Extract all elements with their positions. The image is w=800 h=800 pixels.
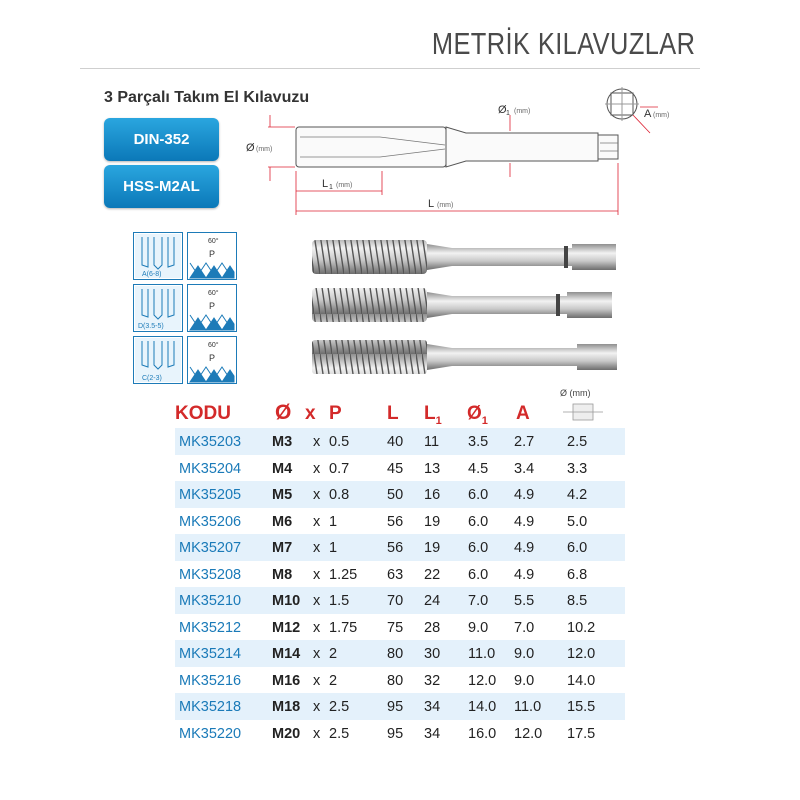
- col-l1: [424, 403, 442, 427]
- tap-shank: [446, 127, 598, 167]
- square-size: 7.0: [514, 619, 535, 636]
- thread-pitch: 1.5: [329, 593, 350, 609]
- thread-pitch: 2.5: [329, 725, 350, 742]
- table-row: [175, 693, 625, 720]
- separator-x: x: [313, 672, 321, 689]
- thread-length: 32: [424, 672, 441, 689]
- separator-x: x: [313, 540, 321, 556]
- thread-size: M10: [272, 593, 301, 609]
- product-code: MK35208: [179, 566, 242, 583]
- col-diameter: Ø: [275, 401, 292, 424]
- tap-photo-taper: [312, 240, 616, 274]
- drill-diameter: 3.3: [567, 460, 588, 477]
- drill-hole-icon: [559, 400, 607, 424]
- thread-pitch: 0.8: [329, 487, 350, 503]
- shank-diameter: 6.0: [468, 487, 489, 503]
- chamfer-icon-plug: [133, 284, 183, 332]
- total-length: 70: [387, 593, 404, 609]
- thread-length: 19: [424, 540, 441, 556]
- thread-size: M20: [272, 725, 301, 742]
- total-length: 95: [387, 725, 404, 742]
- angle-label: 60°: [208, 290, 219, 297]
- thread-pitch: 2: [329, 672, 338, 689]
- thread-angle-icon: [187, 232, 237, 280]
- a-label: A: [644, 108, 652, 120]
- angle-label: 60°: [208, 238, 219, 245]
- shank-diameter: 9.0: [468, 619, 489, 636]
- separator-x: x: [313, 566, 321, 583]
- table-row: [175, 667, 625, 694]
- total-length: 45: [387, 460, 404, 477]
- chamfer-label: A(6-8): [142, 271, 162, 278]
- thread-angle-icon: [187, 284, 237, 332]
- separator-x: x: [313, 487, 321, 503]
- thread-size: M8: [272, 566, 293, 583]
- thread-size: M12: [272, 619, 301, 636]
- shank-diameter: 4.5: [468, 460, 489, 477]
- angle-label: 60°: [208, 342, 219, 349]
- drill-diameter: 6.0: [567, 540, 588, 556]
- thread-pitch: 0.7: [329, 460, 350, 477]
- table-row: [175, 640, 625, 667]
- chamfer-icon-taper: [133, 232, 183, 280]
- col-drill-diameter: Ø (mm): [560, 388, 591, 398]
- separator-x: x: [313, 434, 321, 450]
- shank-diameter: 14.0: [468, 699, 497, 715]
- col-d1: [467, 403, 488, 427]
- shank-diameter: 16.0: [468, 725, 497, 742]
- drill-diameter: 6.8: [567, 566, 588, 583]
- product-code: MK35210: [179, 593, 242, 609]
- thread-pitch: 0.5: [329, 434, 350, 450]
- l1-sub: 1: [329, 184, 333, 191]
- square-size: 9.0: [514, 646, 535, 662]
- square-size: 2.7: [514, 434, 535, 450]
- pitch-label: P: [209, 249, 216, 259]
- total-length: 75: [387, 619, 404, 636]
- table-body: [175, 428, 625, 746]
- square-size: 3.4: [514, 460, 535, 477]
- drill-diameter: 17.5: [567, 725, 596, 742]
- shank-diameter: 12.0: [468, 672, 497, 689]
- chamfer-icon-bottoming: [133, 336, 183, 384]
- total-length: 56: [387, 513, 404, 530]
- table-row: [175, 587, 625, 614]
- thread-angle-icon: [187, 336, 237, 384]
- pitch-label: P: [209, 353, 216, 363]
- diameter-unit: (mm): [256, 146, 273, 153]
- thread-length: 28: [424, 619, 441, 636]
- col-d1-label: Ø: [467, 403, 482, 424]
- product-code: MK35205: [179, 487, 242, 503]
- thread-length: 22: [424, 566, 441, 583]
- page-title: METRİK KILAVUZLAR: [431, 26, 695, 61]
- total-length: 80: [387, 672, 404, 689]
- tap-photo-plug: [312, 288, 612, 322]
- total-length: 63: [387, 566, 404, 583]
- total-length: 50: [387, 487, 404, 503]
- separator-x: x: [313, 725, 321, 742]
- thread-length: 24: [424, 593, 441, 609]
- chamfer-label: D(3.5-5): [138, 323, 164, 330]
- drill-diameter: 5.0: [567, 513, 588, 530]
- square-size: 4.9: [514, 566, 535, 583]
- separator-x: x: [313, 699, 321, 715]
- separator-x: x: [313, 646, 321, 662]
- a-unit: (mm): [653, 112, 670, 119]
- drill-diameter: 14.0: [567, 672, 596, 689]
- product-code: MK35218: [179, 699, 242, 715]
- thread-length: 16: [424, 487, 441, 503]
- tap-spec-table: [175, 388, 625, 746]
- table-row: [175, 481, 625, 508]
- tap-photo-bottoming: [312, 340, 617, 374]
- separator-x: x: [313, 593, 321, 609]
- total-length: 40: [387, 434, 404, 450]
- chamfer-label: C(2-3): [142, 375, 162, 382]
- shank-diameter: 6.0: [468, 513, 489, 530]
- thread-length: 34: [424, 699, 441, 715]
- thread-size: M6: [272, 513, 293, 530]
- product-code: MK35206: [179, 513, 242, 530]
- product-code: MK35204: [179, 460, 242, 477]
- thread-pitch: 1: [329, 540, 338, 556]
- drill-diameter: 8.5: [567, 593, 588, 609]
- col-d1-sub: 1: [481, 414, 488, 427]
- thread-pitch: 2.5: [329, 699, 350, 715]
- thread-length: 19: [424, 513, 441, 530]
- separator-x: x: [313, 460, 321, 477]
- tap-technical-drawing: [240, 85, 700, 225]
- l1-label: L: [322, 178, 329, 190]
- thread-size: M3: [272, 434, 293, 450]
- tap-photos: [302, 234, 622, 384]
- separator-x: x: [313, 619, 321, 636]
- product-subtitle: 3 Parçalı Takım El Kılavuzu: [104, 89, 310, 106]
- col-length: L: [387, 403, 399, 424]
- material-badge: HSS-M2AL: [104, 165, 219, 208]
- title-divider: [80, 68, 700, 69]
- col-pitch: P: [329, 403, 342, 424]
- thread-size: M5: [272, 487, 293, 503]
- drill-diameter: 12.0: [567, 646, 596, 662]
- table-row: [175, 561, 625, 588]
- separator-x: x: [313, 513, 321, 530]
- thread-size: M7: [272, 540, 293, 556]
- total-length: 95: [387, 699, 404, 715]
- product-code: MK35203: [179, 434, 242, 450]
- thread-pitch: 1.25: [329, 566, 358, 583]
- product-code: MK35220: [179, 725, 242, 742]
- col-x: x: [305, 403, 316, 424]
- d1-label: Ø: [498, 104, 507, 116]
- l1-unit: (mm): [336, 182, 353, 189]
- thread-size: M16: [272, 672, 301, 689]
- total-length: 56: [387, 540, 404, 556]
- square-size: 9.0: [514, 672, 535, 689]
- thread-size: M14: [272, 646, 301, 662]
- drill-diameter: 10.2: [567, 619, 596, 636]
- col-l1-label: L: [424, 403, 436, 424]
- tap-square-end: [598, 135, 618, 159]
- thread-length: 13: [424, 460, 441, 477]
- d1-unit: (mm): [514, 108, 531, 115]
- col-kodu: KODU: [175, 403, 231, 424]
- thread-length: 11: [424, 434, 440, 450]
- total-length: 80: [387, 646, 404, 662]
- product-code: MK35214: [179, 646, 242, 662]
- product-code: MK35216: [179, 672, 242, 689]
- pitch-label: P: [209, 301, 216, 311]
- square-size: 4.9: [514, 540, 535, 556]
- thread-pitch: 1: [329, 513, 338, 530]
- diameter-label: Ø: [246, 142, 255, 154]
- thread-pitch: 1.75: [329, 619, 358, 636]
- d1-sub: 1: [506, 110, 510, 117]
- table-row: [175, 534, 625, 561]
- square-size: 4.9: [514, 513, 535, 530]
- shank-diameter: 7.0: [468, 593, 489, 609]
- square-size: 12.0: [514, 725, 543, 742]
- table-header: [175, 388, 625, 428]
- tap-thread-section: [296, 127, 446, 167]
- thread-pitch: 2: [329, 646, 338, 662]
- square-size: 4.9: [514, 487, 535, 503]
- shank-diameter: 11.0: [468, 646, 496, 662]
- shank-diameter: 6.0: [468, 566, 489, 583]
- drill-diameter: 2.5: [567, 434, 588, 450]
- table-row: [175, 720, 625, 747]
- drill-diameter: 15.5: [567, 699, 596, 715]
- table-row: [175, 614, 625, 641]
- shank-diameter: 6.0: [468, 540, 489, 556]
- drill-diameter: 4.2: [567, 487, 588, 503]
- thread-size: M18: [272, 699, 301, 715]
- col-a: A: [516, 403, 530, 424]
- table-row: [175, 455, 625, 482]
- thread-length: 30: [424, 646, 441, 662]
- square-size: 11.0: [514, 699, 542, 715]
- product-code: MK35207: [179, 540, 242, 556]
- standard-badge: DIN-352: [104, 118, 219, 161]
- thread-size: M4: [272, 460, 293, 477]
- product-code: MK35212: [179, 619, 242, 636]
- shank-diameter: 3.5: [468, 434, 489, 450]
- table-row: [175, 508, 625, 535]
- square-size: 5.5: [514, 593, 535, 609]
- l-unit: (mm): [437, 202, 454, 209]
- col-l1-sub: 1: [435, 414, 442, 427]
- l-label: L: [428, 198, 435, 210]
- thread-length: 34: [424, 725, 441, 742]
- table-row: [175, 428, 625, 455]
